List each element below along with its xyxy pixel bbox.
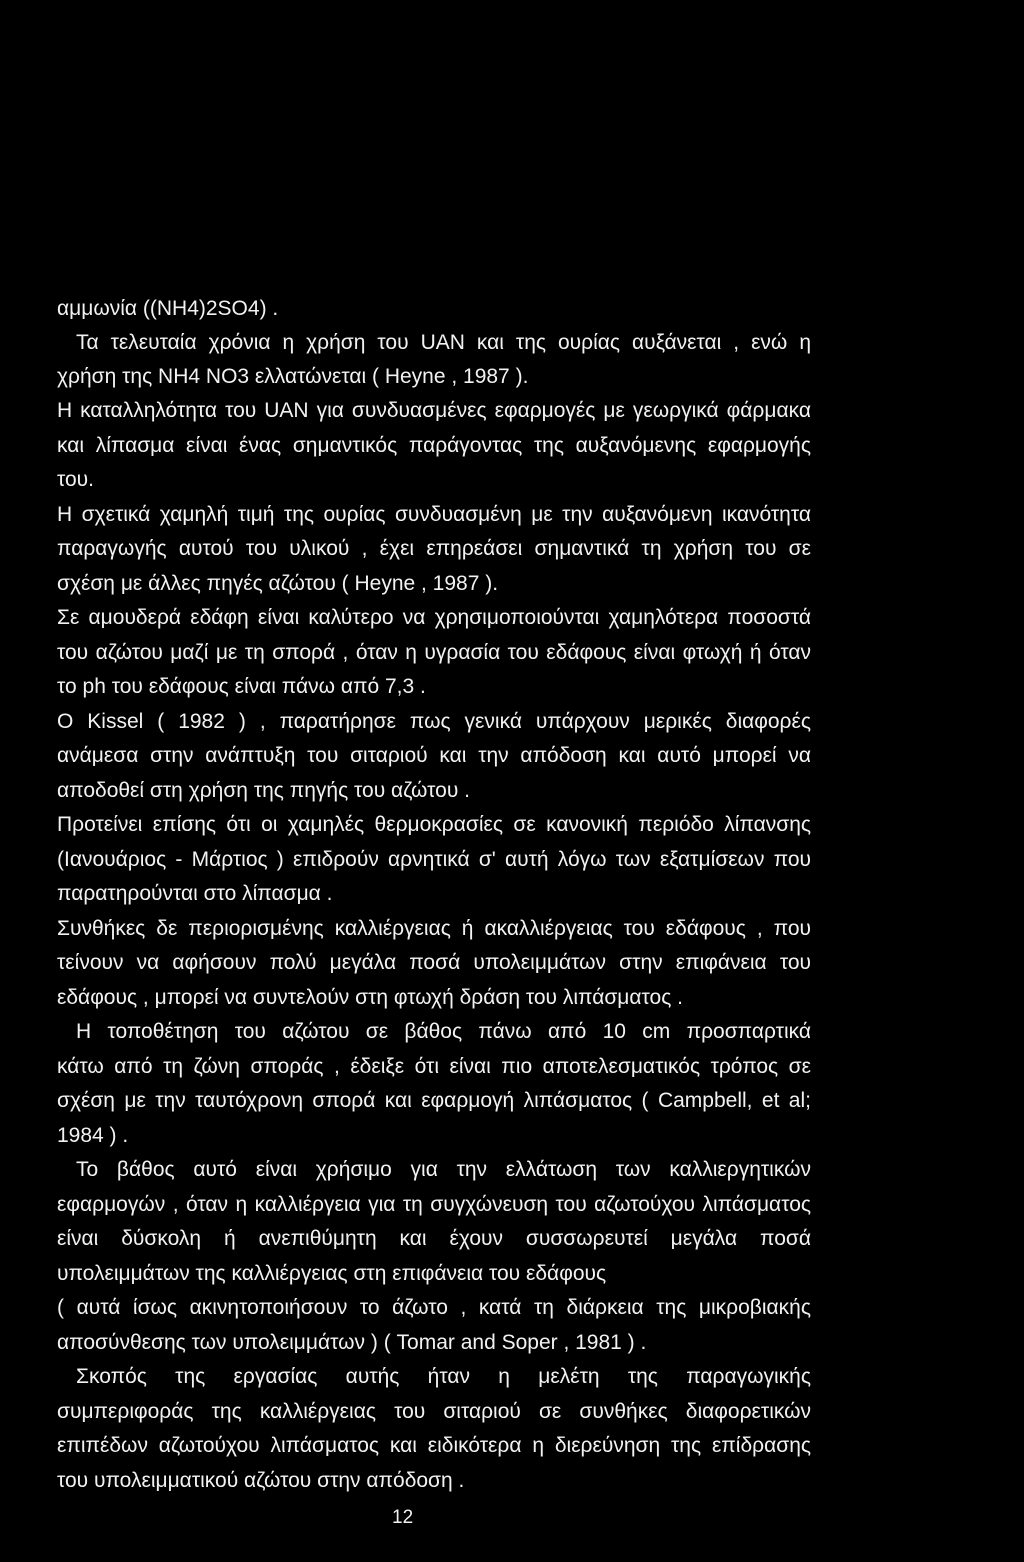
text-line: Προτείνει επίσης ότι οι χαμηλές θερμοκρασίες σε κανονική περιόδο λίπανσης <box>57 813 811 836</box>
text-line: παρατηρούνται στο λίπασμα . <box>57 882 333 905</box>
text-line: Το βάθος αυτό είναι χρήσιμο για την ελλάτωση των καλλιεργητικών <box>76 1158 811 1181</box>
text-line: Η σχετικά χαμηλή τιμή της ουρίας συνδυασμένη με την αυξανόμενη ικανότητα <box>57 503 811 526</box>
text-line: σχέση με την ταυτόχρονη σπορά και εφαρμογή λιπάσματος ( Campbell, et al; <box>57 1089 811 1112</box>
text-line: υπολειμμάτων της καλλιέργειας στη επιφάνεια του εδάφους <box>57 1262 607 1285</box>
page-number: 12 <box>392 1507 414 1528</box>
text-line: χρήση της NH4 NO3 ελλατώνεται ( Heyne , 1987 ). <box>57 365 529 388</box>
text-line: 1984 ) . <box>57 1124 129 1147</box>
text-line: εδάφους , μπορεί να συντελούν στη φτωχή δράση του λιπάσματος . <box>57 986 684 1009</box>
text-line: είναι δύσκολη ή ανεπιθύμητη και έχουν συσσωρευτεί μεγάλα ποσά <box>57 1227 811 1250</box>
text-line: Σκοπός της εργασίας αυτής ήταν η μελέτη της παραγωγικής <box>76 1365 811 1388</box>
text-line: ανάμεσα στην ανάπτυξη του σιταριού και την απόδοση και αυτό μπορεί να <box>57 744 811 767</box>
text-line: κάτω από τη ζώνη σποράς , έδειξε ότι είναι πιο αποτελεσματικός τρόπος σε <box>57 1055 811 1078</box>
text-line: τείνουν να αφήσουν πολύ μεγάλα ποσά υπολειμμάτων στην επιφάνεια του <box>57 951 811 974</box>
text-line: Η καταλληλότητα του UAN για συνδυασμένες εφαρμογές με γεωργικά φάρμακα <box>57 399 811 422</box>
text-line: αποδοθεί στη χρήση της πηγής του αζώτου . <box>57 779 470 802</box>
text-line: Η τοποθέτηση του αζώτου σε βάθος πάνω από 10 cm προσπαρτικά <box>76 1020 811 1043</box>
text-line: επιπέδων αζωτούχου λιπάσματος και ειδικότερα η διερεύνηση της επίδρασης <box>57 1434 811 1457</box>
text-line: Σε αμουδερά εδάφη είναι καλύτερο να χρησιμοποιούνται χαμηλότερα ποσοστά <box>57 606 811 629</box>
text-line: παραγωγής αυτού του υλικού , έχει επηρεάσει σημαντικά τη χρήση του σε <box>57 537 811 560</box>
text-line: Συνθήκες δε περιορισμένης καλλιέργειας ή ακαλλιέργειας του εδάφους , που <box>57 917 811 940</box>
text-line: του υπολειμματικού αζώτου στην απόδοση . <box>57 1469 465 1492</box>
text-line: αμμωνία ((NH4)2SO4) . <box>57 297 279 320</box>
text-line: Τα τελευταία χρόνια η χρήση του UAN και της ουρίας αυξάνεται , ενώ η <box>76 331 811 354</box>
text-line: Ο Kissel ( 1982 ) , παρατήρησε πως γενικά υπάρχουν μερικές διαφορές <box>57 710 811 733</box>
text-line: και λίπασμα είναι ένας σημαντικός παράγοντας της αυξανόμενης εφαρμογής <box>57 434 811 457</box>
text-line: σχέση με άλλες πηγές αζώτου ( Heyne , 1987 ). <box>57 572 499 595</box>
text-line: ( αυτά ίσως ακινητοποιήσουν το άζωτο , κατά τη διάρκεια της μικροβιακής <box>57 1296 811 1319</box>
text-line: αποσύνθεσης των υπολειμμάτων ) ( Tomar and Soper , 1981 ) . <box>57 1331 647 1354</box>
text-line: του. <box>57 468 94 491</box>
text-line: εφαρμογών , όταν η καλλιέργεια για τη συγχώνευση του αζωτούχου λιπάσματος <box>57 1193 811 1216</box>
text-line: (Ιανουάριος - Μάρτιος ) επιδρούν αρνητικά σ' αυτή λόγω των εξατμίσεων που <box>57 848 811 871</box>
text-line: συμπεριφοράς της καλλιέργειας του σιταριού σε συνθήκες διαφορετικών <box>57 1400 811 1423</box>
text-line: του αζώτου μαζί με τη σπορά , όταν η υγρασία του εδάφους είναι φτωχή ή όταν <box>57 641 811 664</box>
text-line: το ph του εδάφους είναι πάνω από 7,3 . <box>57 675 426 698</box>
